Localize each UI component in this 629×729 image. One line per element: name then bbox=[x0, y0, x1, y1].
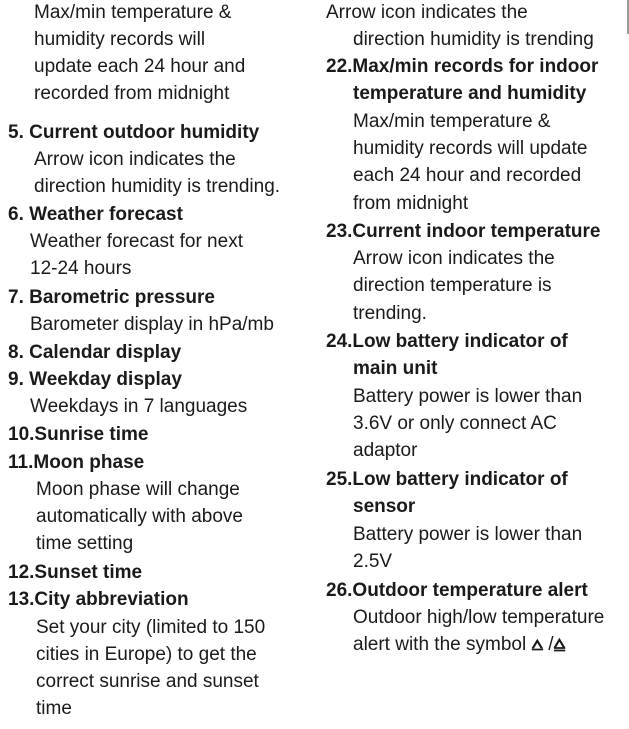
intro-line: update each 24 hour and bbox=[34, 56, 246, 77]
item-desc-line: Arrow icon indicates the bbox=[353, 248, 555, 269]
item-desc-line: 12-24 hours bbox=[30, 258, 132, 279]
item-desc-text: alert with the symbol bbox=[353, 634, 527, 655]
item-desc-line: direction temperature is bbox=[353, 275, 552, 296]
item-desc-line: each 24 hour and recorded bbox=[353, 165, 582, 186]
item-desc-line: 3.6V or only connect AC bbox=[353, 413, 557, 434]
item-heading-moon-phase: 11.Moon phase bbox=[8, 452, 145, 473]
symbol-separator: / bbox=[543, 634, 554, 655]
item-desc-line: Max/min temperature & bbox=[353, 111, 551, 132]
item-desc-line: Set your city (limited to 150 bbox=[36, 617, 266, 638]
intro-line: Arrow icon indicates the bbox=[326, 2, 528, 23]
item-heading-weather-forecast: 6. Weather forecast bbox=[8, 204, 183, 225]
item-desc-line: Moon phase will change bbox=[36, 479, 240, 500]
item-heading-outdoor-temperature-alert: 26.Outdoor temperature alert bbox=[326, 580, 588, 601]
high-alert-icon: ⩟ bbox=[531, 634, 544, 655]
item-desc-line: Weather forecast for next bbox=[30, 231, 243, 252]
item-desc-line: correct sunrise and sunset bbox=[36, 671, 259, 692]
item-desc-line: Weekdays in 7 languages bbox=[30, 396, 248, 417]
item-desc-line: automatically with above bbox=[36, 506, 243, 527]
item-desc-line: time setting bbox=[36, 533, 134, 554]
intro-line: Max/min temperature & bbox=[34, 2, 232, 23]
low-alert-icon: ⩠ bbox=[553, 634, 566, 655]
item-desc-line: Battery power is lower than bbox=[353, 524, 583, 545]
item-desc-line: Outdoor high/low temperature bbox=[353, 607, 605, 628]
item-heading-sunset-time: 12.Sunset time bbox=[8, 562, 143, 583]
item-heading-indoor-records-cont: temperature and humidity bbox=[353, 83, 587, 104]
item-heading-low-battery-sensor: 25.Low battery indicator of bbox=[326, 469, 568, 490]
item-heading-city-abbreviation: 13.City abbreviation bbox=[8, 589, 189, 610]
intro-line: direction humidity is trending bbox=[353, 29, 594, 50]
item-desc-line-with-symbols bbox=[353, 631, 565, 658]
item-desc-line: direction humidity is trending. bbox=[34, 176, 281, 197]
item-heading-indoor-records: 22.Max/min records for indoor bbox=[326, 56, 599, 77]
item-desc-line: from midnight bbox=[353, 193, 469, 214]
item-desc-line: time bbox=[36, 698, 72, 719]
item-heading-low-battery-sensor-cont: sensor bbox=[353, 496, 416, 517]
intro-line: humidity records will bbox=[34, 29, 206, 50]
item-desc-line: cities in Europe) to get the bbox=[36, 644, 257, 665]
item-heading-sunrise-time: 10.Sunrise time bbox=[8, 424, 149, 445]
item-desc-line: 2.5V bbox=[353, 551, 393, 572]
item-desc-line: humidity records will update bbox=[353, 138, 588, 159]
item-heading-outdoor-humidity: 5. Current outdoor humidity bbox=[8, 122, 260, 143]
item-heading-calendar-display: 8. Calendar display bbox=[8, 342, 182, 363]
item-heading-barometric-pressure: 7. Barometric pressure bbox=[8, 287, 215, 308]
item-desc-line: Barometer display in hPa/mb bbox=[30, 314, 274, 335]
item-desc-line: Arrow icon indicates the bbox=[34, 149, 236, 170]
item-desc-line: adaptor bbox=[353, 440, 418, 461]
item-heading-low-battery-main: 24.Low battery indicator of bbox=[326, 331, 568, 352]
item-desc-line: trending. bbox=[353, 303, 427, 324]
item-heading-weekday-display: 9. Weekday display bbox=[8, 369, 182, 390]
item-heading-low-battery-main-cont: main unit bbox=[353, 358, 438, 379]
item-desc-line: Battery power is lower than bbox=[353, 386, 583, 407]
item-heading-indoor-temperature: 23.Current indoor temperature bbox=[326, 221, 601, 242]
intro-line: recorded from midnight bbox=[34, 83, 230, 104]
